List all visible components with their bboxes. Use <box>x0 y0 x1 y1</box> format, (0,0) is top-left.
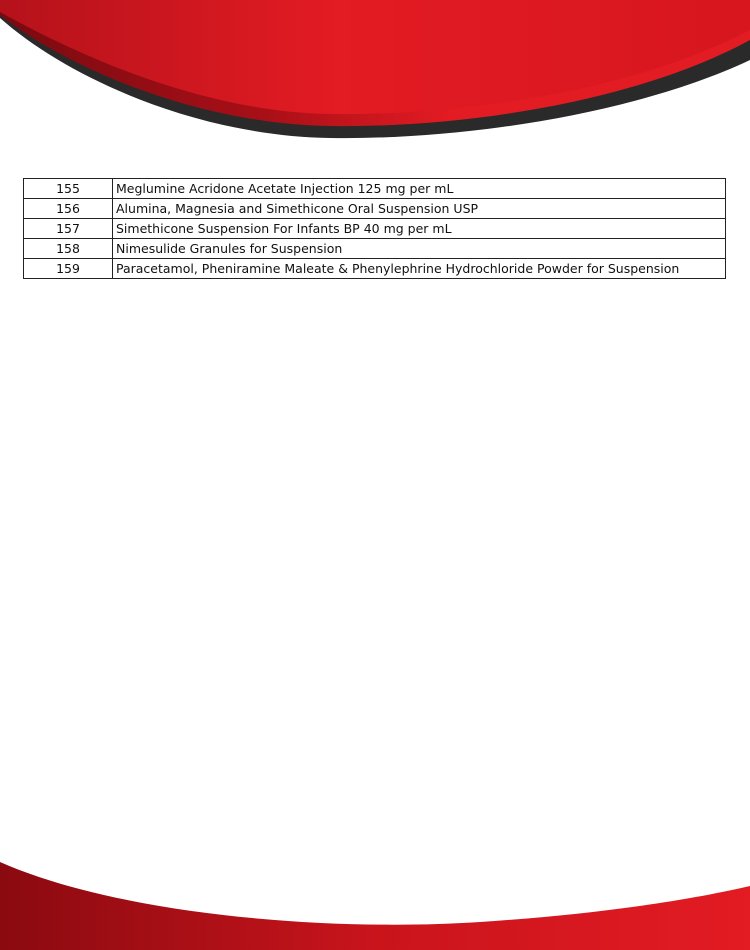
table-row <box>24 259 726 279</box>
product-name: Meglumine Acridone Acetate Injection 125 mg per mL <box>113 179 726 199</box>
table-row <box>24 199 726 219</box>
footer-swoosh-decoration <box>0 860 750 950</box>
product-name: Alumina, Magnesia and Simethicone Oral Suspension USP <box>113 199 726 219</box>
table-row <box>24 179 726 199</box>
product-number: 155 <box>24 179 113 199</box>
product-name: Paracetamol, Pheniramine Maleate & Phenylephrine Hydrochloride Powder for Suspension <box>113 259 726 279</box>
header-swoosh-decoration <box>0 0 750 150</box>
product-number: 157 <box>24 219 113 239</box>
table-row <box>24 219 726 239</box>
product-table <box>23 178 726 279</box>
table-row <box>24 239 726 259</box>
product-name: Nimesulide Granules for Suspension <box>113 239 726 259</box>
product-number: 158 <box>24 239 113 259</box>
product-number: 156 <box>24 199 113 219</box>
product-name: Simethicone Suspension For Infants BP 40 mg per mL <box>113 219 726 239</box>
product-number: 159 <box>24 259 113 279</box>
